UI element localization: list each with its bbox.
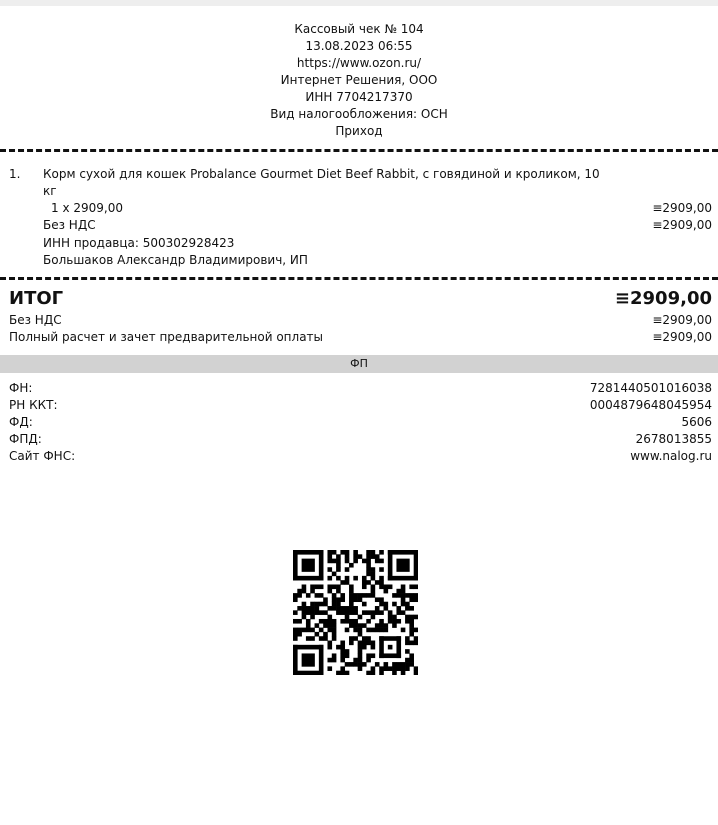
top-bar xyxy=(0,0,718,6)
item-vat-sum: ≡2909,00 xyxy=(652,218,712,232)
payment-amount: ≡2909,00 xyxy=(652,330,712,344)
payment-row xyxy=(9,329,712,346)
item-number: 1. xyxy=(9,167,21,181)
fd-label: ФД: xyxy=(9,415,33,429)
fn-value: 7281440501016038 xyxy=(589,381,712,395)
fd-row xyxy=(9,414,712,431)
item-name: Корм сухой для кошек Probalance Gourmet Diet Beef Rabbit, с говядиной и кроликом, 10 кг xyxy=(43,167,600,198)
tax-system: Вид налогообложения: ОСН xyxy=(270,107,448,121)
total-label: ИТОГ xyxy=(9,288,64,309)
total-vat-row xyxy=(9,312,712,329)
fpd-label: ФПД: xyxy=(9,432,42,446)
fns-site-label: Сайт ФНС: xyxy=(9,449,76,463)
qr-code-icon xyxy=(293,550,418,678)
rn-kkt-value: 0004879648045954 xyxy=(589,398,712,412)
separator-top xyxy=(0,149,718,152)
payment-label: Полный расчет и зачет предварительной оплаты xyxy=(9,330,324,344)
item-seller-inn: ИНН продавца: 500302928423 xyxy=(43,236,235,250)
item-vat-label: Без НДС xyxy=(43,218,96,232)
seller-site-link[interactable]: https://www.ozon.ru/ xyxy=(296,56,422,70)
rn-kkt-row xyxy=(9,397,712,414)
total-vat-label: Без НДС xyxy=(9,313,62,327)
fns-site-link[interactable]: www.nalog.ru xyxy=(630,449,712,463)
fn-row xyxy=(9,380,712,397)
receipt-title: Кассовый чек № 104 xyxy=(294,22,424,36)
fns-site-row xyxy=(9,448,712,465)
company-name: Интернет Решения, ООО xyxy=(280,73,438,87)
fpd-value: 2678013855 xyxy=(635,432,712,446)
operation-type: Приход xyxy=(335,124,383,138)
fd-value: 5606 xyxy=(681,415,712,429)
total-amount: ≡2909,00 xyxy=(614,288,712,309)
item-sum: ≡2909,00 xyxy=(652,201,712,215)
separator-middle xyxy=(0,277,718,280)
receipt-datetime: 13.08.2023 06:55 xyxy=(305,39,413,53)
fp-section-bar: ФП xyxy=(0,355,718,373)
company-inn: ИНН 7704217370 xyxy=(305,90,413,104)
item-qty-price: 1 х 2909,00 xyxy=(51,201,123,215)
total-row xyxy=(9,287,712,311)
item-seller-name: Большаков Александр Владимирович, ИП xyxy=(43,253,308,267)
total-vat-amount: ≡2909,00 xyxy=(652,313,712,327)
fpd-row xyxy=(9,431,712,448)
rn-kkt-label: РН ККТ: xyxy=(9,398,58,412)
fn-label: ФН: xyxy=(9,381,33,395)
receipt-header xyxy=(0,21,718,140)
